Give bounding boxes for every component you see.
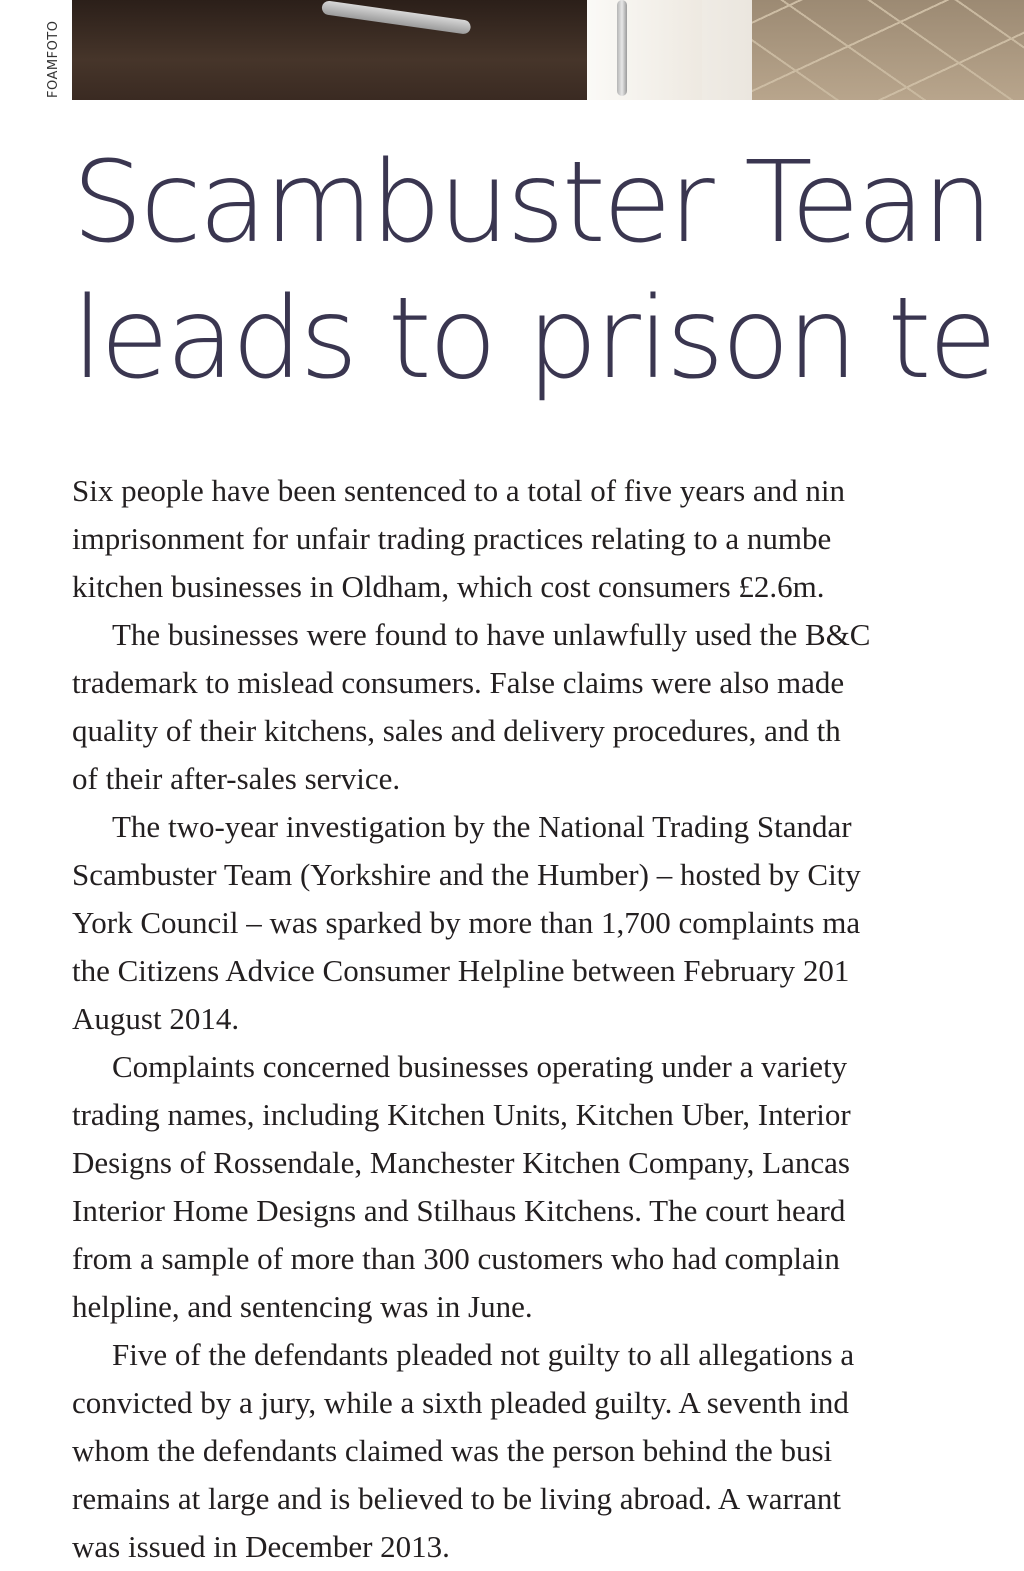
- body-line: Six people have been sentenced to a total of five years and nin: [72, 473, 846, 508]
- body-line: of their after-sales service.: [72, 761, 401, 796]
- paragraph-2: [72, 611, 1024, 803]
- body-line: Designs of Rossendale, Manchester Kitchen Company, Lancas: [72, 1145, 850, 1180]
- photo-credit: FOAMFOTO: [46, 20, 61, 98]
- body-line: quality of their kitchens, sales and delivery procedures, and th: [72, 713, 841, 748]
- article-body: [72, 467, 1024, 1571]
- paragraph-1: [72, 467, 1024, 611]
- paragraph-5: [72, 1331, 1024, 1571]
- body-line: York Council – was sparked by more than 1,700 complaints ma: [72, 905, 861, 940]
- body-line: The businesses were found to have unlawfully used the B&C: [112, 617, 871, 652]
- white-cabinet-door: [587, 0, 702, 100]
- body-line: whom the defendants claimed was the person behind the busi: [72, 1433, 833, 1468]
- headline-line-2: leads to prison te: [72, 274, 995, 404]
- body-line: the Citizens Advice Consumer Helpline between February 201: [72, 953, 850, 988]
- body-line: trademark to mislead consumers. False claims were also made: [72, 665, 845, 700]
- kitchen-photo: [72, 0, 1024, 100]
- body-line: trading names, including Kitchen Units, Kitchen Uber, Interior: [72, 1097, 851, 1132]
- door-handle: [617, 0, 627, 96]
- body-line: August 2014.: [72, 1001, 240, 1036]
- body-line: Five of the defendants pleaded not guilty to all allegations a: [112, 1337, 855, 1372]
- body-line: convicted by a jury, while a sixth pleaded guilty. A seventh ind: [72, 1385, 849, 1420]
- body-line: from a sample of more than 300 customers who had complain: [72, 1241, 840, 1276]
- paragraph-3: [72, 803, 1024, 1043]
- body-line: Complaints concerned businesses operating under a variety: [112, 1049, 848, 1084]
- body-line: Interior Home Designs and Stilhaus Kitchens. The court heard: [72, 1193, 846, 1228]
- body-line: imprisonment for unfair trading practices relating to a numbe: [72, 521, 832, 556]
- body-line: helpline, and sentencing was in June.: [72, 1289, 533, 1324]
- body-line: remains at large and is believed to be living abroad. A warrant: [72, 1481, 842, 1516]
- body-line: The two-year investigation by the National Trading Standar: [112, 809, 852, 844]
- body-line: kitchen businesses in Oldham, which cost consumers £2.6m.: [72, 569, 825, 604]
- body-line: Scambuster Team (Yorkshire and the Humber) – hosted by City: [72, 857, 861, 892]
- paragraph-4: [72, 1043, 1024, 1331]
- headline-line-1: Scambuster Tean: [72, 138, 991, 268]
- tiled-floor: [752, 0, 1024, 100]
- body-line: was issued in December 2013.: [72, 1529, 450, 1564]
- article-headline: [72, 135, 1024, 407]
